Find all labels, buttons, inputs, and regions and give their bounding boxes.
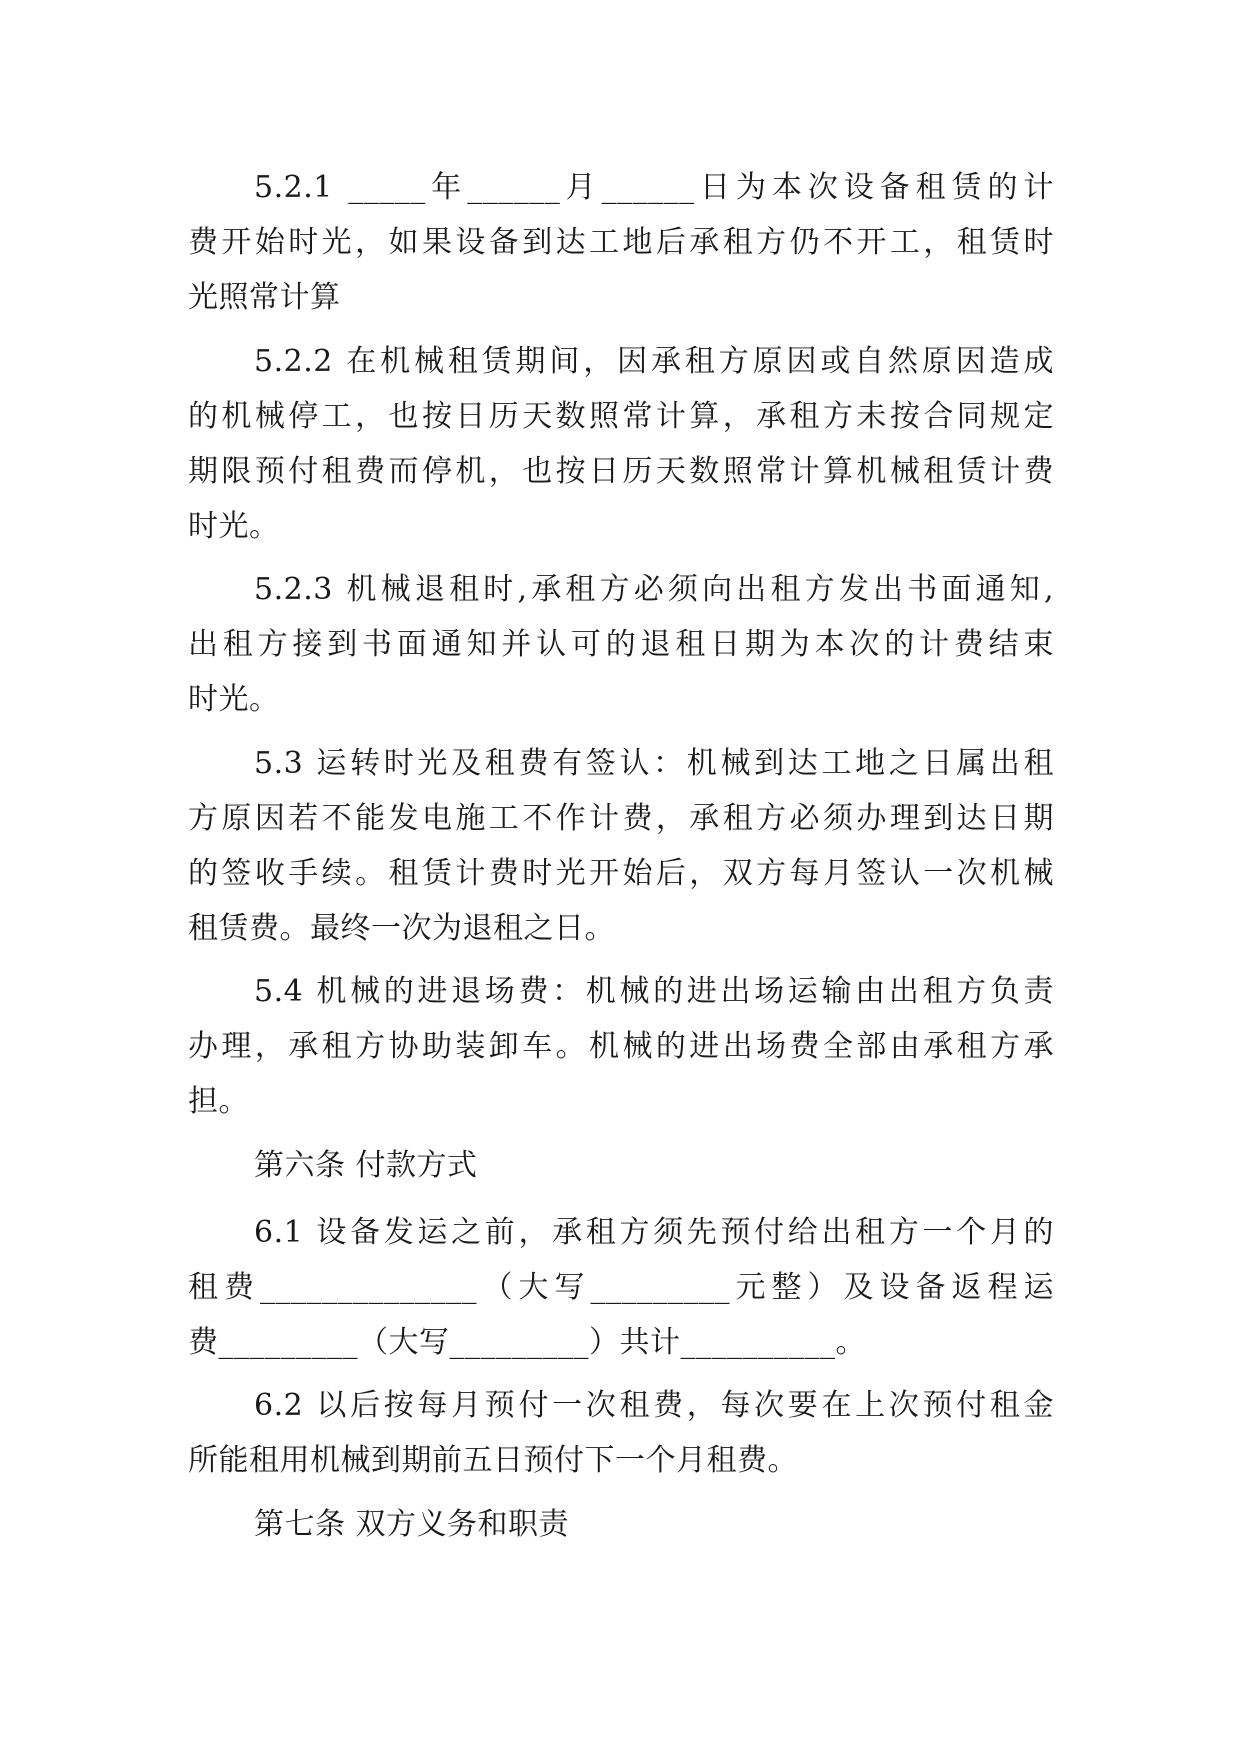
text-line: 费开始时光，如果设备到达工地后承租方仍不开工，租赁时 (188, 225, 1054, 260)
document-body (188, 160, 1054, 1564)
text-line: 租费______________（大写_________元整）及设备返程运 (188, 1269, 1054, 1305)
text-line: 时光。 (188, 508, 280, 544)
clause-5-2-2 (188, 334, 1054, 554)
text-line: 5.2.3 机械退租时,承租方必须向出租方发出书面通知, (254, 572, 1054, 607)
section-heading: 第七条 双方义务和职责 (254, 1506, 570, 1542)
clause-5-2-1 (188, 160, 1054, 325)
text-line: 所能租用机械到期前五日预付下一个月租费。 (188, 1443, 798, 1478)
text-line: 5.3 运转时光及租费有签认：机械到达工地之日属出租 (254, 745, 1054, 781)
clause-5-2-3 (188, 562, 1054, 727)
text-line: 6.2 以后按每月预付一次租费，每次要在上次预付租金 (254, 1388, 1054, 1423)
article-7-heading (188, 1497, 1054, 1552)
text-line: 出租方接到书面通知并认可的退租日期为本次的计费结束 (188, 627, 1054, 662)
text-line: 光照常计算 (188, 280, 341, 315)
text-line: 5.2.1 _____年______月______日为本次设备租赁的计 (254, 170, 1054, 205)
article-6-heading (188, 1138, 1054, 1193)
text-line: 5.4 机械的进退场费：机械的进出场运输由出租方负责 (254, 974, 1054, 1009)
text-line: 租赁费。最终一次为退租之日。 (188, 910, 615, 946)
clause-6-2 (188, 1378, 1054, 1488)
text-line: 期限预付租费而停机，也按日历天数照常计算机械租赁计费 (188, 453, 1054, 489)
text-line: 5.2.2 在机械租赁期间，因承租方原因或自然原因造成 (254, 343, 1054, 379)
text-line: 的机械停工，也按日历天数照常计算，承租方未按合同规定 (188, 398, 1054, 434)
section-heading: 第六条 付款方式 (254, 1147, 478, 1183)
text-line: 方原因若不能发电施工不作计费，承租方必须办理到达日期 (188, 800, 1054, 836)
clause-5-4 (188, 964, 1054, 1129)
text-line: 6.1 设备发运之前，承租方须先预付给出租方一个月的 (254, 1214, 1054, 1250)
text-line: 费_________（大写_________）共计__________。 (188, 1324, 866, 1360)
text-line: 担。 (188, 1084, 249, 1119)
clause-6-1 (188, 1205, 1054, 1370)
text-line: 时光。 (188, 682, 280, 717)
text-line: 的签收手续。租赁计费时光开始后，双方每月签认一次机械 (188, 855, 1054, 891)
text-line: 办理，承租方协助装卸车。机械的进出场费全部由承租方承 (188, 1029, 1054, 1064)
clause-5-3 (188, 736, 1054, 956)
